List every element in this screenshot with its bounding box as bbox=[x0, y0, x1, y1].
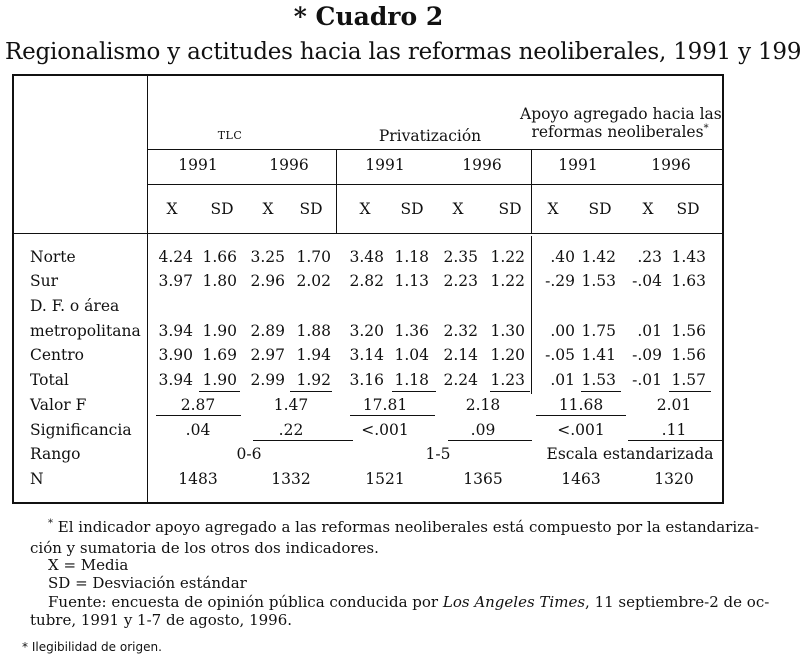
year-apoyo-1991: 1991 bbox=[558, 156, 598, 174]
row-label-valor-f: Valor F bbox=[30, 396, 87, 414]
table-cell: 1.04 bbox=[394, 346, 429, 364]
row-label-n: N bbox=[30, 470, 44, 488]
row-label-sur: Sur bbox=[30, 272, 59, 290]
table-cell: 3.25 bbox=[250, 248, 285, 266]
table-cell: 1.80 bbox=[202, 272, 237, 290]
year-tlc-1991: 1991 bbox=[178, 156, 218, 174]
table-cell: 2.97 bbox=[250, 346, 285, 364]
n-cell: 1332 bbox=[271, 470, 311, 488]
valor_f-cell: 2.18 bbox=[465, 396, 501, 414]
table-cell: 1.41 bbox=[581, 346, 616, 364]
table-cell: 1.94 bbox=[296, 346, 331, 364]
stat-header: SD bbox=[299, 200, 323, 218]
stat-header: X bbox=[262, 200, 274, 218]
table-cell: 2.89 bbox=[250, 322, 285, 340]
footnote-media: X = Media bbox=[48, 556, 129, 574]
table-cell: 2.14 bbox=[443, 346, 478, 364]
valor_f-cell: 2.01 bbox=[656, 396, 692, 414]
footnote-line6: tubre, 1991 y 1-7 de agosto, 1996. bbox=[30, 611, 293, 629]
n-cell: 1463 bbox=[561, 470, 601, 488]
table-cell: 3.97 bbox=[158, 272, 193, 290]
table-cell: 3.16 bbox=[349, 371, 384, 389]
table-cell: -.05 bbox=[545, 346, 575, 364]
row-label-rango: Rango bbox=[30, 445, 81, 463]
total-underline bbox=[290, 391, 332, 392]
table-cell: 1.36 bbox=[394, 322, 429, 340]
stat-header: X bbox=[547, 200, 559, 218]
page-title bbox=[0, 2, 737, 31]
header-bottom-rule bbox=[14, 233, 722, 234]
table-cell: 1.30 bbox=[490, 322, 525, 340]
valor-f-rule bbox=[536, 415, 626, 416]
group-header-rule bbox=[147, 149, 722, 150]
valor_f-cell: 11.68 bbox=[558, 396, 604, 414]
footnote-source-b: , 11 septiembre-2 de oc- bbox=[585, 593, 770, 611]
significancia-cell: .22 bbox=[278, 421, 304, 439]
title-text: Cuadro 2 bbox=[315, 2, 444, 31]
total-underline bbox=[199, 391, 240, 392]
table-cell: 3.48 bbox=[349, 248, 384, 266]
stat-header: X bbox=[452, 200, 464, 218]
stat-header: SD bbox=[588, 200, 612, 218]
stat-header: X bbox=[359, 200, 371, 218]
table-cell: 1.63 bbox=[671, 272, 706, 290]
footnote-source bbox=[48, 593, 769, 611]
year-priv-1996: 1996 bbox=[462, 156, 502, 174]
table-cell: 1.43 bbox=[671, 248, 706, 266]
total-underline bbox=[392, 391, 436, 392]
valor-f-rule bbox=[156, 415, 241, 416]
significancia-cell: <.001 bbox=[361, 421, 409, 439]
rango-cell: 1-5 bbox=[425, 445, 451, 463]
footnote-mark: * bbox=[48, 518, 53, 529]
table-cell: .01 bbox=[550, 371, 575, 389]
table-cell: 1.56 bbox=[671, 346, 706, 364]
table-cell: 1.22 bbox=[490, 272, 525, 290]
table-cell: 2.99 bbox=[250, 371, 285, 389]
valor-f-rule bbox=[350, 415, 435, 416]
header-apoyo-line1: Apoyo agregado hacia las bbox=[520, 105, 722, 123]
table-cell: 4.24 bbox=[158, 248, 193, 266]
significancia-cell: <.001 bbox=[557, 421, 605, 439]
table-cell: 3.94 bbox=[158, 371, 193, 389]
n-cell: 1365 bbox=[463, 470, 503, 488]
year-priv-1991: 1991 bbox=[365, 156, 405, 174]
header-apoyo-mark: * bbox=[703, 123, 709, 134]
table-cell: -.01 bbox=[632, 371, 662, 389]
valor_f-cell: 17.81 bbox=[362, 396, 408, 414]
n-cell: 1521 bbox=[365, 470, 405, 488]
significancia-cell: .09 bbox=[470, 421, 496, 439]
table-cell: 1.90 bbox=[202, 322, 237, 340]
valor_f-cell: 2.87 bbox=[180, 396, 216, 414]
table-cell: 1.92 bbox=[296, 371, 331, 389]
stat-header: SD bbox=[676, 200, 700, 218]
table-cell: .00 bbox=[550, 322, 575, 340]
table-cell: 2.35 bbox=[443, 248, 478, 266]
table-cell: .40 bbox=[550, 248, 575, 266]
n-cell: 1320 bbox=[654, 470, 694, 488]
table-cell: 2.24 bbox=[443, 371, 478, 389]
significancia-cell: .04 bbox=[185, 421, 211, 439]
table-cell: 1.53 bbox=[581, 371, 616, 389]
table-cell: 1.53 bbox=[581, 272, 616, 290]
legibility-note: * Ilegibilidad de origen. bbox=[22, 640, 162, 654]
header-apoyo-line2 bbox=[520, 123, 720, 141]
table-cell: 2.32 bbox=[443, 322, 478, 340]
year-header-rule bbox=[147, 184, 722, 185]
footnote-source-name: Los Angeles Times bbox=[442, 593, 586, 611]
significancia-rule bbox=[628, 440, 722, 441]
total-underline bbox=[490, 391, 530, 392]
table-cell: .23 bbox=[637, 248, 662, 266]
table-cell: -.04 bbox=[632, 272, 662, 290]
tlc-priv-divider bbox=[336, 149, 337, 233]
n-cell: 1483 bbox=[178, 470, 218, 488]
table-cell: 3.90 bbox=[158, 346, 193, 364]
row-label-metropolitana: metropolitana bbox=[30, 322, 141, 340]
table-cell: 1.66 bbox=[202, 248, 237, 266]
table-cell: 2.82 bbox=[349, 272, 384, 290]
header-privatizacion: Privatización bbox=[378, 127, 482, 145]
table-cell: 1.42 bbox=[581, 248, 616, 266]
row-label-df: D. F. o área bbox=[30, 297, 120, 315]
row-label-significancia: Significancia bbox=[30, 421, 132, 439]
priv-apoyo-divider-header bbox=[531, 149, 532, 233]
header-tlc: TLC bbox=[217, 129, 243, 142]
significancia-rule bbox=[448, 440, 532, 441]
stat-header: SD bbox=[400, 200, 424, 218]
year-tlc-1996: 1996 bbox=[269, 156, 309, 174]
significancia-rule bbox=[253, 440, 353, 441]
footnote-line1-text: El indicador apoyo agregado a las reformas neoliberales está compuesto por la estandariza- bbox=[57, 518, 760, 536]
table-cell: 1.23 bbox=[490, 371, 525, 389]
stat-header: X bbox=[642, 200, 654, 218]
header-apoyo-text: reformas neoliberales bbox=[531, 123, 704, 142]
table-cell: 1.56 bbox=[671, 322, 706, 340]
table-cell: 3.20 bbox=[349, 322, 384, 340]
stat-header: X bbox=[166, 200, 178, 218]
title-marker: * bbox=[293, 2, 307, 31]
table-cell: 3.94 bbox=[158, 322, 193, 340]
significancia-cell: .11 bbox=[661, 421, 687, 439]
table-cell: 1.57 bbox=[671, 371, 706, 389]
table-cell: 1.18 bbox=[394, 248, 429, 266]
table-subtitle: Regionalismo y actitudes hacia las reformas neoliberales, 1991 y 199 bbox=[5, 39, 801, 65]
table-cell: 2.02 bbox=[296, 272, 331, 290]
total-underline bbox=[581, 391, 621, 392]
footnote-line1 bbox=[48, 518, 759, 536]
footnote-source-a: Fuente: encuesta de opinión pública conducida por bbox=[48, 593, 443, 611]
valor_f-cell: 1.47 bbox=[273, 396, 309, 414]
table-cell: -.29 bbox=[545, 272, 575, 290]
table-cell: 1.90 bbox=[202, 371, 237, 389]
row-label-centro: Centro bbox=[30, 346, 84, 364]
row-label-norte: Norte bbox=[30, 248, 76, 266]
rango-cell: Escala estandarizada bbox=[546, 445, 714, 463]
table-cell: 1.13 bbox=[394, 272, 429, 290]
footnote-sd: SD = Desviación estándar bbox=[48, 574, 247, 592]
table-cell: 3.14 bbox=[349, 346, 384, 364]
rango-cell: 0-6 bbox=[236, 445, 262, 463]
table-cell: -.09 bbox=[632, 346, 662, 364]
total-underline bbox=[669, 391, 711, 392]
table-cell: 1.22 bbox=[490, 248, 525, 266]
table-cell: .01 bbox=[637, 322, 662, 340]
table-cell: 1.70 bbox=[296, 248, 331, 266]
stat-header: SD bbox=[498, 200, 522, 218]
table-cell: 2.23 bbox=[443, 272, 478, 290]
year-apoyo-1996: 1996 bbox=[651, 156, 691, 174]
table-cell: 1.69 bbox=[202, 346, 237, 364]
row-label-total: Total bbox=[30, 371, 69, 389]
table-cell: 1.88 bbox=[296, 322, 331, 340]
table-cell: 1.20 bbox=[490, 346, 525, 364]
stat-header: SD bbox=[210, 200, 234, 218]
table-cell: 1.75 bbox=[581, 322, 616, 340]
table-cell: 1.18 bbox=[394, 371, 429, 389]
table-cell: 2.96 bbox=[250, 272, 285, 290]
footnote-line2: ción y sumatoria de los otros dos indicadores. bbox=[30, 539, 379, 557]
